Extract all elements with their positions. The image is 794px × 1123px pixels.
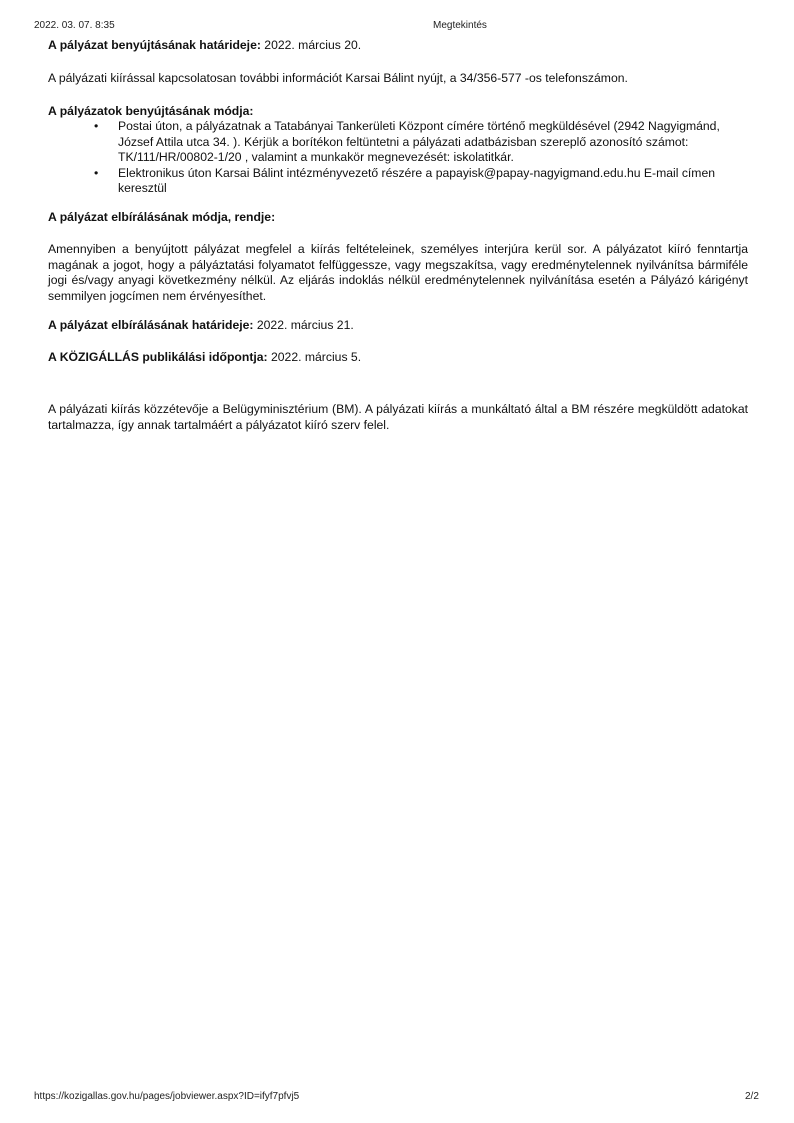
page-url-link[interactable]: https://kozigallas.gov.hu/pages/jobviewer.aspx?ID=ifyf7pfvj5 (34, 1091, 300, 1102)
publication-date (48, 350, 361, 366)
print-datetime: 2022. 03. 07. 8:35 (34, 20, 115, 31)
list-item-text: Postai úton, a pályázatnak a Tatabányai Tankerületi Központ címére történő megküldésével (2942 Nagyigmánd, József Attila utca 34. ). Kérjük a borítékon feltüntetni a pályázati adatbázisban szereplő azonosító számot: TK/111/HR/00802-1/20 , valamint a munkakör megnevezését: iskolatitkár. (118, 119, 720, 164)
submission-heading (48, 104, 253, 120)
list-item (48, 119, 748, 166)
list-item-text: Elektronikus úton Karsai Bálint intézményvezető részére a papayisk@papay-nagyigmand.edu.hu E-mail címen keresztül (118, 165, 716, 195)
evaluation-heading (48, 210, 275, 226)
bullet-icon: • (94, 165, 99, 180)
submission-deadline (48, 38, 361, 54)
list-item (48, 166, 748, 197)
evaluation-heading-text: A pályázat elbírálásának módja, rendje: (48, 210, 276, 224)
publication-date-value: 2022. március 5. (267, 350, 362, 364)
print-title: Megtekintés (433, 20, 487, 31)
publisher-note: A pályázati kiírás közzétevője a Belügyminisztérium (BM). A pályázati kiírás a munkáltató által a BM részére megküldött adatokat tartalmazza, így annak tartalmáért a pályázatot kiíró szerv felel. (48, 402, 748, 432)
evaluation-paragraph: Amennyiben a benyújtott pályázat megfelel a kiírás feltételeinek, személyes interjúra kerül sor. A pályázatot kiíró fenntartja magának a jogot, hogy a pályáztatási folyamatot felfüggessze, vagy megszakítsa, vagy eredménytelennek nyilvánítsa bármiféle jogi és/vagy anyagi következmény nélkül. Az eljárás indoklás nélkül eredménytelennek nyilvánítása esetén a Pályázó kárigényt semmilyen jogcímen nem érvényesíthet. (48, 242, 748, 303)
info-paragraph: A pályázati kiírással kapcsolatosan további információt Karsai Bálint nyújt, a 34/356-577 -os telefonszámon. (48, 71, 628, 85)
submission-deadline-label: A pályázat benyújtásának határideje: (48, 38, 261, 52)
submission-list (48, 119, 748, 197)
page-number: 2/2 (745, 1091, 759, 1102)
bullet-icon: • (94, 119, 99, 133)
submission-heading-text: A pályázatok benyújtásának módja: (48, 104, 254, 118)
evaluation-deadline-value: 2022. március 21. (253, 318, 354, 332)
evaluation-deadline (48, 318, 354, 334)
publication-date-label: A KÖZIGÁLLÁS publikálási időpontja: (48, 350, 268, 364)
evaluation-deadline-label: A pályázat elbírálásának határideje: (48, 318, 254, 332)
submission-deadline-value: 2022. március 20. (260, 38, 362, 52)
